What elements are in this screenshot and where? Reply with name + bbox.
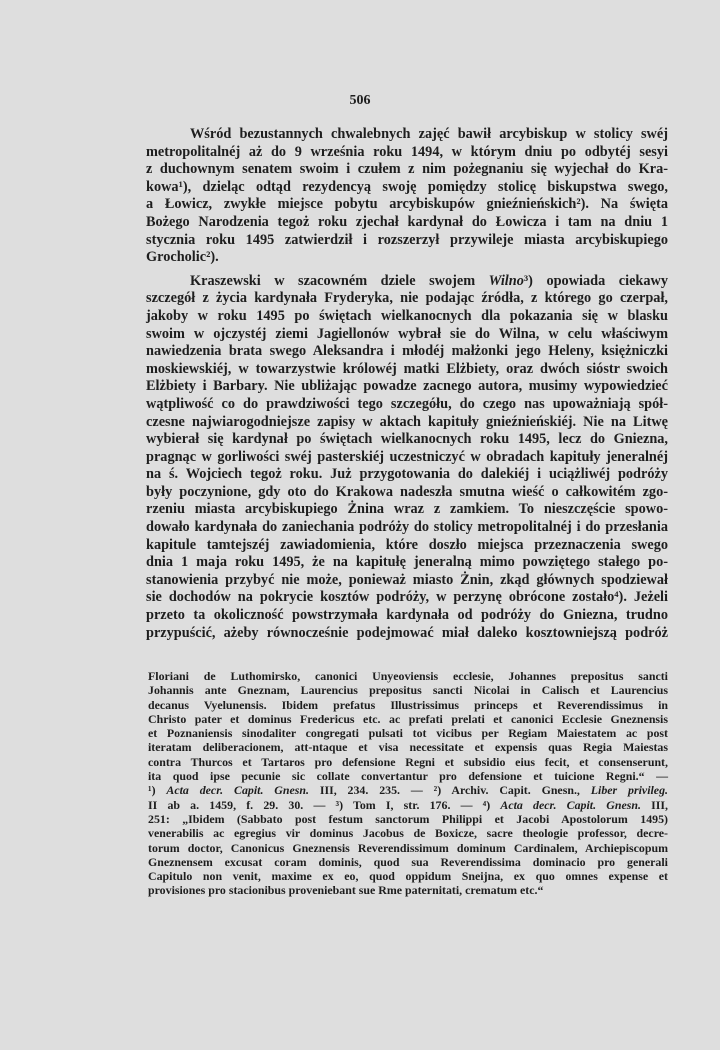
footnote-line [148,855,668,869]
text-line [146,326,668,344]
text-segment: Bożego Narodzenia tegoż roku zjechał kardynał do Łowicza i tam na dniu 1 [146,213,668,230]
text-segment: III, [640,797,668,812]
text-line [146,431,668,449]
text-segment: na ś. Wojciech tegoż roku. Już przygotowania do dalekiéj i uciążliwéj podróży [146,466,668,483]
text-segment: Wśród bezustannych chwalebnych zajęć bawił arcybiskup w stolicy swéj [190,126,668,142]
footnote-line [148,683,668,697]
text-line [146,144,668,162]
text-segment: nawiedzenia brata swego Aleksandra i młodéj małżonki jego Heleny, księżniczki [146,343,668,360]
text-line [146,361,668,379]
footnote-line [148,826,668,840]
text-line [146,519,668,537]
text-line [146,308,668,326]
footnote-line [148,755,668,769]
text-line [146,466,668,484]
footnote-line [148,740,668,754]
text-line [146,449,668,467]
footnote-line [148,769,668,783]
text-line [146,179,668,197]
text-segment: kapitule tamtejszéj zawiadomienia, które doszło miejsca przeznaczenia swego [146,536,668,553]
page-number: 506 [349,93,371,108]
text-line [146,161,668,179]
text-segment: Grocholic²). [146,249,219,266]
text-segment: były poczynione, gdy oto do Krakowa nadeszła smutna wieść o całkowitém zgo- [146,483,668,500]
text-segment: stycznia roku 1495 zatwierdził i rozszerzył przywileje miasta arcybiskupiego [146,231,668,248]
text-segment: Christo pater et dominus Fredericus etc. ac prefati prelati et canonici Ecclesie Gneznensis [148,711,668,726]
text-segment: sie dochodów na pokrycie kosztów podróży, w perzynę obrócone zostało⁴). Jeżeli [146,589,668,606]
text-line [146,572,668,590]
text-line [146,589,668,607]
text-segment: torum doctor, Canonicus Gneznensis Reverendissimum dominum Cardinalem, Archiepiscopum [148,840,668,855]
text-line [146,484,668,502]
text-segment: z duchownym senatem swoim i czułem z nim pożegnaniu się wyjechał do Kra- [146,161,668,178]
footnote-line [148,869,668,883]
footnote-line [148,798,668,812]
text-segment: wątpliwość co do prawdziwości tego szczegółu, do czego nas upoważniają spół- [146,395,668,412]
text-segment: dnia 1 maja roku 1495, że na kapitułę jeneralną mimo powziętego stałego po- [146,554,668,571]
text-line [146,414,668,432]
text-segment: wybierał się kardynał po świętach wielkanocnych roku 1495, lecz do Gniezna, [146,431,668,448]
text-line [146,537,668,555]
text-segment: Kraszewski w szacowném dziele swojem [190,272,489,289]
text-line [146,273,668,291]
footnote-line [148,841,668,855]
text-segment: a Łowicz, zwykłe miejsce pobytu arcybiskupów gnieźnieńskich²). Na święta [146,196,668,213]
text-segment: provisiones pro stacionibus proveniebant sue Rme paternitati, crematum etc.“ [148,883,544,898]
text-segment: decanus Vyelunensis. Ibidem prefatus Illustrissimus princeps et Reverendissimus in [148,697,668,712]
text-segment: II ab a. 1459, f. 29. 30. — ³) Tom I, str. 176. — ⁴) [148,797,501,812]
footnote-line [148,783,668,797]
text-segment: Capitulo non venit, maxime ex eo, quod oppidum Sneijna, ex quo omnes expense et [148,869,668,884]
text-segment: 251: „Ibidem (Sabbato post festum sanctorum Philippi et Jacobi Apostolorum 1495) [148,811,668,826]
text-line [146,607,668,625]
text-line [146,214,668,232]
text-line [146,290,668,308]
text-segment: pragnąc w gorliwości swéj pasterskiéj uczestniczyć w obradach kapituły jeneralnéj [146,448,668,465]
text-segment: Floriani de Luthomirsko, canonici Unyeoviensis ecclesie, Johannes prepositus sancti [148,669,668,683]
text-segment: ³) opowiada ciekawy [523,272,668,289]
text-segment: rzeniu miasta arcybiskupiego Żnina wraz z zamkiem. To nieszczęście spowo- [146,501,668,518]
text-segment: czesne najwiarogodniejsze zapisy w aktach kapituły gnieźnieńskiéj. Nie na Litwę [146,413,668,430]
footnote-line [148,812,668,826]
text-segment: przypuścić, ażeby równocześnie podejmować miał daleko kosztowniejszą podróż [146,624,668,641]
text-segment: ¹) [148,783,167,798]
text-segment: III, 234. 235. — ²) Archiv. Capit. Gnesn., [308,783,591,798]
text-segment: dowało kardynała do zaniechania podróży do stolicy metropolitalnéj i do przesłania [146,519,668,536]
text-segment: kowa¹), dzieląc odtąd rezydencyą swoję pomiędzy stolicę biskupstwa swego, [146,178,668,195]
text-segment: swoim w ojczystéj ziemi Jagiellonów wybrał sie do Wilna, w celu właściwym [146,325,668,342]
text-line [146,501,668,519]
italic-text: Wilno [488,272,524,289]
footnote-line [148,712,668,726]
footnotes [148,669,668,898]
text-segment: Johannis ante Gneznam, Laurencius prepositus sancti Nicolai in Calisch et Laurencius [148,683,668,698]
text-line [146,196,668,214]
text-line [146,378,668,396]
footnote-line [148,698,668,712]
footnote-line [148,883,668,897]
text-line [146,554,668,572]
text-segment: et Poznaniensis sinodaliter congregati pulsati tot vicibus per Regiam Maiestatem ac post [148,726,668,741]
text-segment: iteratam deliberacionem, att-ntaque et visa necessitate et expensis quas Regia Maiestas [148,740,668,755]
italic-text: Liber privileg. [590,783,668,798]
text-segment: ita quod ipse pecunie sic collate convertantur pro defensione et tuicione Regni.“ — [148,769,668,784]
main-text [146,126,668,642]
text-line [146,625,668,643]
text-segment: contra Thurcos et Tartaros pro defensione Regni et subsidio eius fecit, et consenserunt, [148,754,668,769]
text-segment: moskiewskiéj, w towarzystwie królowéj matki Elżbiety, oraz dwóch sióstr swoich [146,360,668,377]
text-segment: szczegół z życia kardynała Fryderyka, nie podając źródła, z którego go czerpał, [146,290,668,307]
text-segment: metropolitalnéj aż do 9 września roku 1494, w którym dniu po odbytéj sesyi [146,143,668,160]
text-segment: Gneznensem excusat coram dominis, quod sua Reverendissima dominacio pro generali [148,854,668,869]
text-line [146,343,668,361]
italic-text: Acta decr. Capit. Gnesn. [500,797,641,812]
text-line [146,396,668,414]
text-segment: venerabilis ac egregius vir dominus Jacobus de Boxicze, sacre theologie professor, decre- [148,826,668,841]
text-segment: Elżbiety i Barbary. Nie ubliżając powadze zacnego autora, musimy wypowiedzieć [146,378,668,395]
text-segment: jakoby w roku 1495 po świętach wielkanocnych dla pokazania się w blasku [146,307,668,324]
text-segment: przeto ta okoliczność powstrzymała kardynała od podróży do Gniezna, trudno [146,607,668,624]
text-line [146,232,668,250]
text-line [146,249,668,267]
footnote-line [148,669,668,683]
text-segment: stanowienia przybyć nie może, ponieważ miasto Żnin, zkąd głównych spodziewał [146,571,668,588]
text-line [146,126,668,144]
footnote-line [148,726,668,740]
italic-text: Acta decr. Capit. Gnesn. [166,783,309,798]
